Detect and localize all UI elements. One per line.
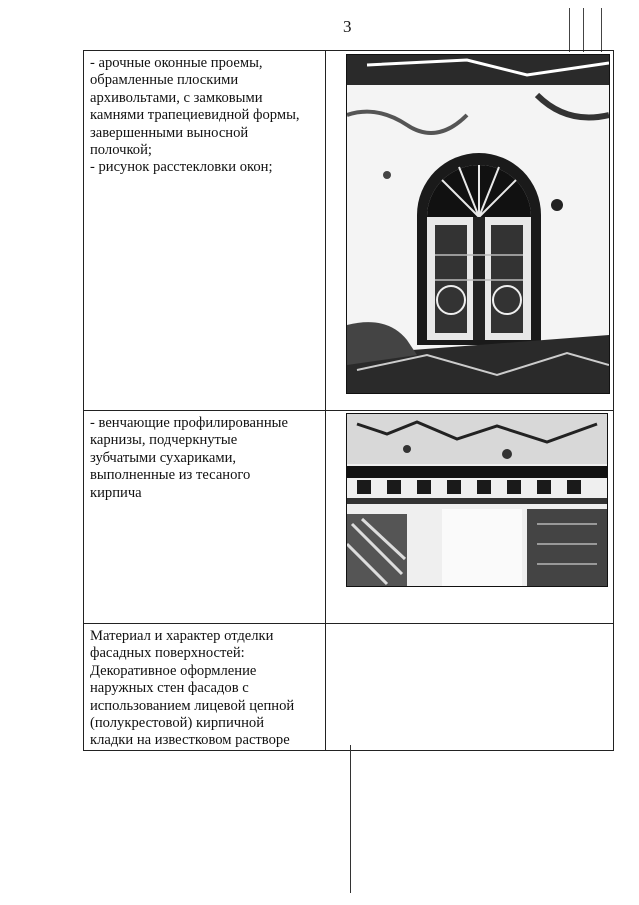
table-cell-text: - арочные оконные проемы, обрамленные плоскими архивольтами, с замковыми камнями трапециевидной формы, завершенными выносной полочкой; - рисунок расстекловки окон; [84, 51, 326, 411]
table-cell-text: - венчающие профилированные карнизы, подчеркнутые зубчатыми сухариками, выполненные из тесаного кирпича [84, 411, 326, 624]
document-table [83, 50, 614, 751]
arched-window-photo [346, 54, 610, 394]
cornice-photo [346, 413, 608, 587]
table-row [84, 624, 614, 751]
table-cell-empty [326, 624, 614, 751]
scan-line [350, 745, 351, 893]
binding-line-1 [569, 8, 570, 52]
binding-line-3 [601, 8, 602, 52]
table-cell-photo [326, 51, 614, 411]
page-number: 3 [343, 17, 352, 36]
table-cell-text: Материал и характер отделки фасадных поверхностей: Декоративное оформление наружных стен фасадов с использованием лицевой цепной (полукрестовой) кирпичной кладки на известковом растворе [84, 624, 326, 751]
table-row [84, 51, 614, 411]
binding-line-2 [583, 8, 584, 52]
table-row [84, 411, 614, 624]
table-cell-photo [326, 411, 614, 624]
